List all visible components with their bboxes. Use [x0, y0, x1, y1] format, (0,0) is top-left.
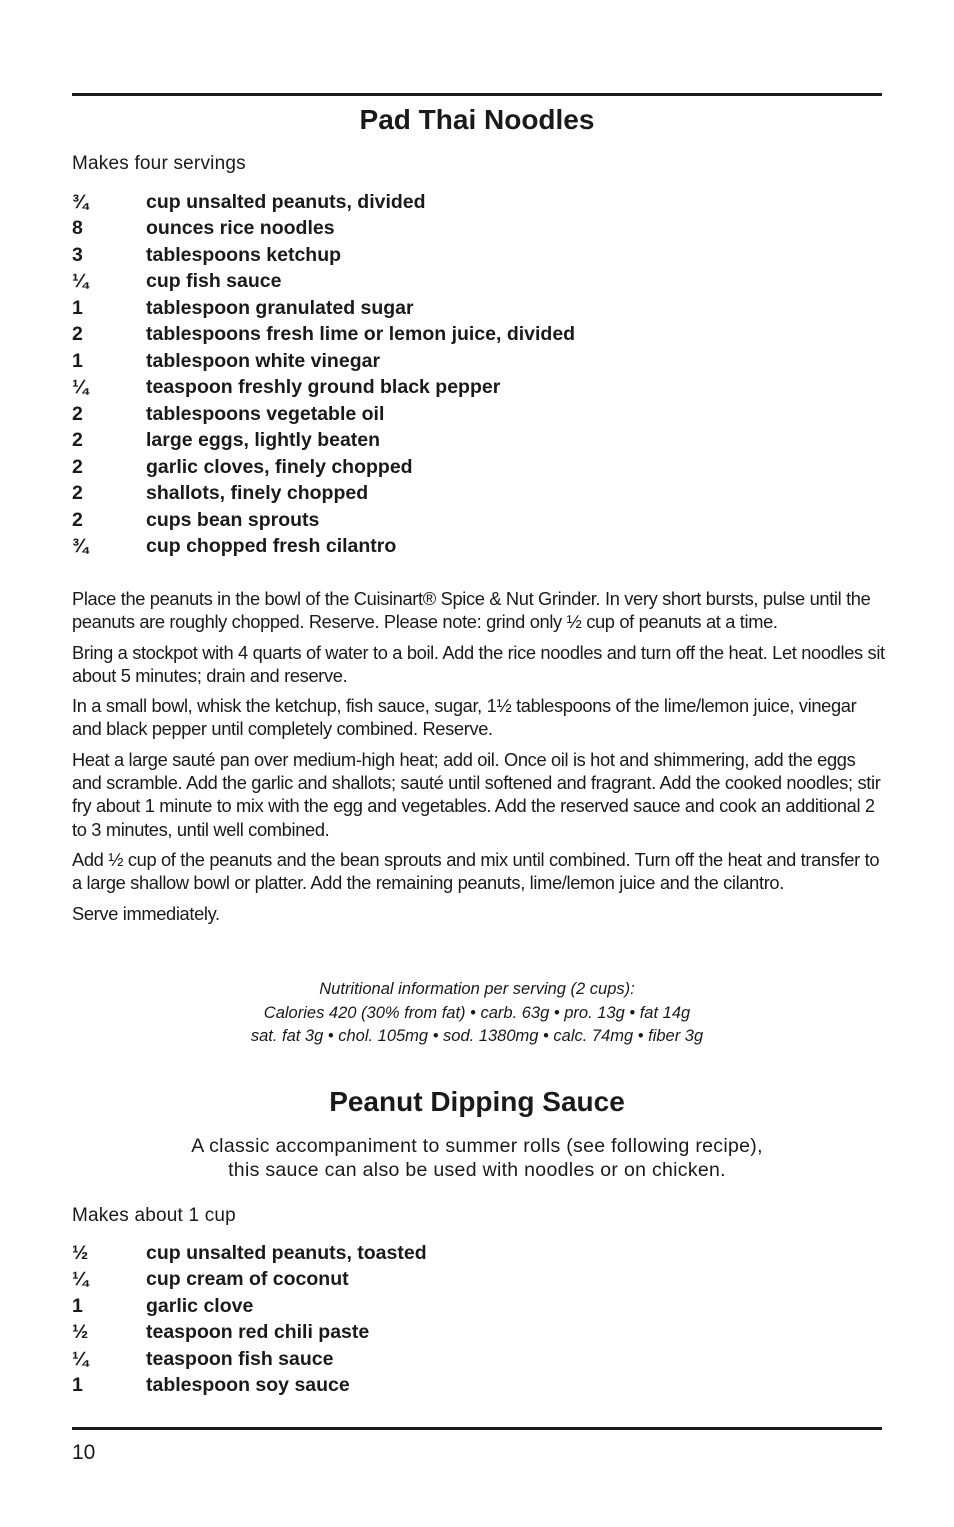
recipe-page [72, 0, 885, 1527]
ingredient-qty: 1 [72, 1294, 83, 1317]
recipe-title-pad-thai: Pad Thai Noodles [359, 104, 595, 135]
ingredient-item: tablespoons vegetable oil [146, 402, 385, 425]
ingredient-item: teaspoon red chili paste [146, 1321, 370, 1344]
ingredient-row [72, 401, 882, 428]
ingredient-qty: ½ [72, 1241, 89, 1264]
ingredient-row [72, 1293, 882, 1320]
ingredient-row [72, 481, 882, 508]
ingredient-row [72, 1346, 882, 1373]
ingredient-item: garlic clove [146, 1294, 254, 1317]
ingredient-item: cup unsalted peanuts, toasted [146, 1241, 427, 1264]
ingredient-qty: ¾ [72, 190, 89, 213]
ingredient-row [72, 454, 882, 481]
ingredient-item: cups bean sprouts [146, 508, 320, 531]
ingredient-item: tablespoon granulated sugar [146, 296, 414, 319]
ingredient-row [72, 348, 882, 375]
nutrition-line: sat. fat 3g • chol. 105mg • sod. 1380mg • calc. 74mg • fiber 3g [250, 1027, 704, 1045]
ingredient-qty: 1 [72, 296, 83, 319]
ingredient-item: ounces rice noodles [146, 217, 335, 240]
ingredient-qty: 3 [72, 243, 83, 266]
ingredient-qty: 2 [72, 429, 83, 452]
ingredient-row [72, 1267, 882, 1294]
recipe-yield: Makes about 1 cup [72, 1205, 236, 1226]
recipe-yield: Makes four servings [72, 153, 246, 174]
top-rule [72, 93, 882, 96]
ingredient-qty: 2 [72, 482, 83, 505]
ingredient-list [72, 189, 882, 560]
method-step: Heat a large sauté pan over medium-high heat; add oil. Once oil is hot and shimmering, add the eggs and scramble. Add the garlic and shallots; sauté until softened and fragrant. Add the cooked noodles; stir fry about 1 minute to mix with the egg and vegetables. Add the reserved sauce and cook an additional 2 to 3 minutes, until well combined. [72, 748, 881, 840]
ingredient-item: teaspoon fish sauce [146, 1347, 334, 1370]
ingredient-row [72, 189, 882, 216]
ingredient-qty: 1 [72, 349, 83, 372]
ingredient-item: garlic cloves, finely chopped [146, 455, 413, 478]
ingredient-qty: 2 [72, 323, 83, 346]
ingredient-row [72, 1320, 882, 1347]
ingredient-row [72, 269, 882, 296]
nutrition-line: Calories 420 (30% from fat) • carb. 63g • pro. 13g • fat 14g [263, 1003, 691, 1022]
ingredient-row [72, 507, 882, 534]
ingredient-row [72, 242, 882, 269]
ingredient-item: shallots, finely chopped [146, 482, 369, 505]
ingredient-row [72, 216, 882, 243]
recipe-intro [72, 1134, 882, 1182]
ingredient-item: tablespoon soy sauce [146, 1374, 350, 1397]
ingredient-qty: 2 [72, 508, 83, 531]
intro-line: this sauce can also be used with noodles or on chicken. [228, 1159, 726, 1181]
ingredient-item: cup cream of coconut [146, 1268, 349, 1291]
intro-line: A classic accompaniment to summer rolls (see following recipe), [191, 1135, 763, 1157]
ingredient-qty: 2 [72, 402, 83, 425]
ingredient-item: large eggs, lightly beaten [146, 429, 381, 452]
ingredient-qty: ¼ [72, 1268, 89, 1291]
ingredient-qty: ¼ [72, 1347, 89, 1370]
ingredient-row [72, 1373, 882, 1400]
bottom-rule [72, 1427, 882, 1430]
ingredient-item: tablespoons ketchup [146, 243, 342, 266]
ingredient-qty: ¼ [72, 270, 89, 293]
nutrition-info [72, 978, 882, 1049]
method-step: Add ½ cup of the peanuts and the bean sprouts and mix until combined. Turn off the heat and transfer to a large shallow bowl or platter. Add the remaining peanuts, lime/lemon juice and the cilantro. [72, 848, 880, 894]
method-step: Serve immediately. [72, 902, 220, 924]
ingredient-item: tablespoon white vinegar [146, 349, 381, 372]
ingredient-qty: ¼ [72, 376, 89, 399]
ingredient-qty: 8 [72, 217, 83, 240]
method-instructions [72, 587, 887, 932]
ingredient-item: cup fish sauce [146, 270, 282, 293]
ingredient-item: teaspoon freshly ground black pepper [146, 376, 501, 399]
ingredient-qty: ½ [72, 1321, 89, 1344]
ingredient-item: tablespoons fresh lime or lemon juice, divided [146, 323, 576, 346]
ingredient-item: cup unsalted peanuts, divided [146, 190, 426, 213]
ingredient-row [72, 534, 882, 561]
ingredient-row [72, 295, 882, 322]
ingredient-list [72, 1240, 882, 1399]
ingredient-row [72, 1240, 882, 1267]
ingredient-qty: 1 [72, 1374, 83, 1397]
ingredient-qty: ¾ [72, 535, 89, 558]
nutrition-heading: Nutritional information per serving (2 cups): [319, 980, 635, 998]
method-step: In a small bowl, whisk the ketchup, fish sauce, sugar, 1½ tablespoons of the lime/lemon juice, vinegar and black pepper until completely combined. Reserve. [72, 695, 857, 740]
ingredient-row [72, 322, 882, 349]
ingredient-item: cup chopped fresh cilantro [146, 535, 397, 558]
ingredient-row [72, 428, 882, 455]
method-step: Bring a stockpot with 4 quarts of water to a boil. Add the rice noodles and turn off the heat. Let noodles sit about 5 minutes; drain and reserve. [72, 641, 885, 686]
ingredient-row [72, 375, 882, 402]
page-number: 10 [72, 1441, 96, 1464]
recipe-title-peanut-sauce: Peanut Dipping Sauce [329, 1086, 625, 1117]
ingredient-qty: 2 [72, 455, 83, 478]
method-step: Place the peanuts in the bowl of the Cuisinart® Spice & Nut Grinder. In very short bursts, pulse until the peanuts are roughly chopped. Reserve. Please note: grind only ½ cup of peanuts at a time. [72, 588, 871, 633]
